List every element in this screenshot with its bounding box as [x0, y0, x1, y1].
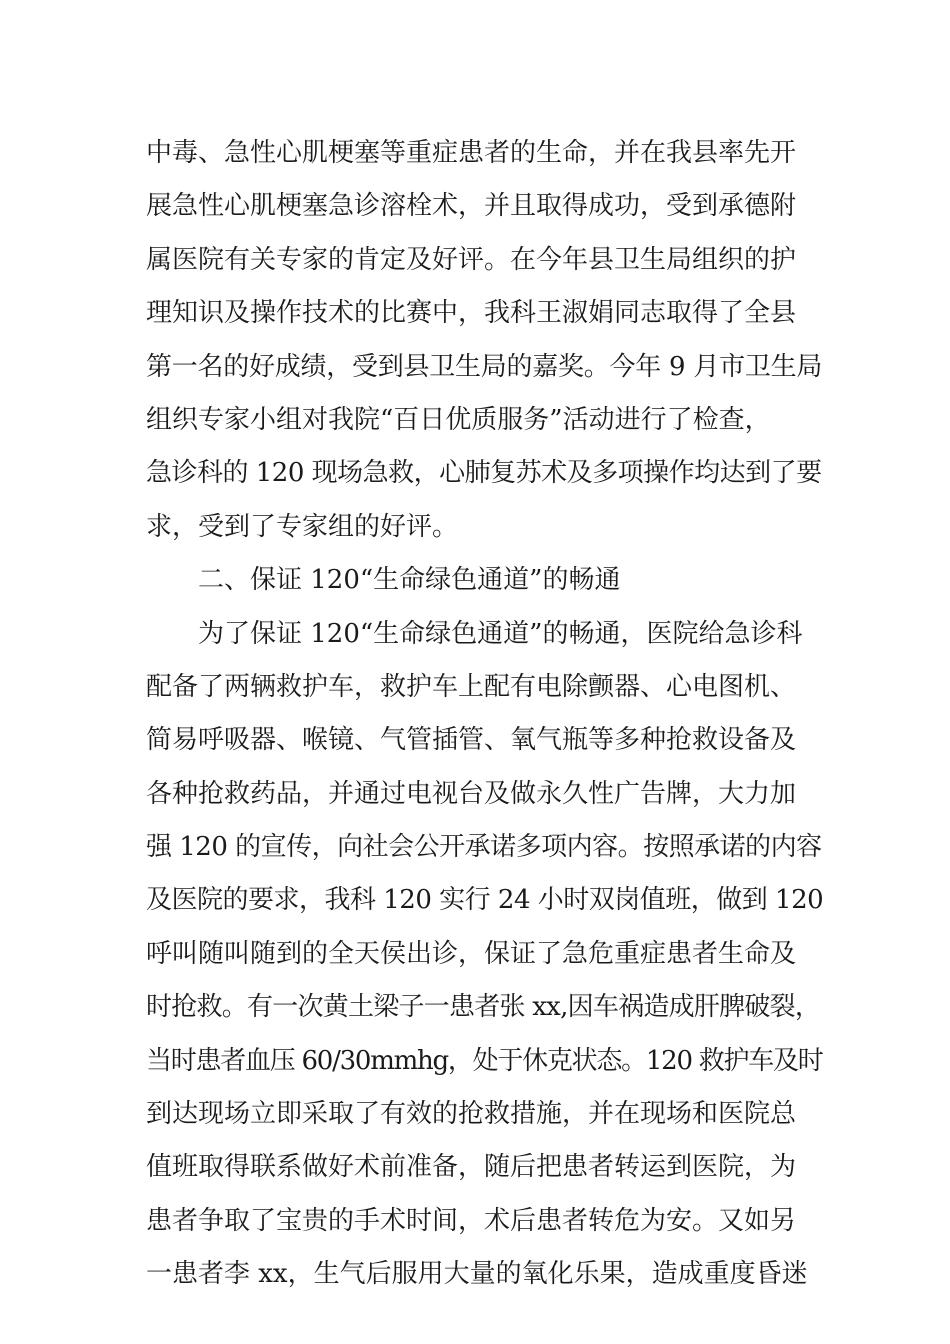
text-line: 求，受到了专家组的好评。: [146, 511, 459, 542]
text-line: 到达现场立即采取了有效的抢救措施，并在现场和医院总: [146, 1099, 797, 1130]
text-line: 配备了两辆救护车，救护车上配有电除颤器、心电图机、: [146, 671, 797, 702]
text-line: 值班取得联系做好术前准备，随后把患者转运到医院，为: [146, 1152, 797, 1183]
document-body: [146, 127, 826, 1302]
text-line: 及医院的要求，我科 120 实行 24 小时双岗值班，做到 120: [146, 885, 824, 916]
text-line: 简易呼吸器、喉镜、气管插管、氧气瓶等多种抢救设备及: [146, 725, 797, 756]
text-line: 第一名的好成绩，受到县卫生局的嘉奖。今年 9 月市卫生局: [146, 351, 823, 382]
text-line: 时抢救。有一次黄土梁子一患者张 xx,因车祸造成肝脾破裂，: [146, 992, 821, 1023]
text-line: 属医院有关专家的肯定及好评。在今年县卫生局组织的护: [146, 244, 797, 275]
text-line: 呼叫随叫随到的全天侯出诊，保证了急危重症患者生命及: [146, 938, 797, 969]
text-line: 一患者李 xx，生气后服用大量的氧化乐果，造成重度昏迷: [146, 1259, 808, 1290]
text-line: 强 120 的宣传，向社会公开承诺多项内容。按照承诺的内容: [146, 832, 822, 863]
paragraph-first-line: 为了保证 120“生命绿色通道”的畅通，医院给急诊科: [198, 618, 803, 649]
text-line: 组织专家小组对我院“百日优质服务”活动进行了检查，: [146, 404, 771, 435]
text-line: 急诊科的 120 现场急救，心肺复苏术及多项操作均达到了要: [146, 458, 822, 489]
text-line: 展急性心肌梗塞急诊溶栓术，并且取得成功，受到承德附: [146, 191, 797, 222]
text-line: 各种抢救药品，并通过电视台及做永久性广告牌，大力加: [146, 778, 797, 809]
text-line: 中毒、急性心肌梗塞等重症患者的生命，并在我县率先开: [146, 138, 797, 168]
paragraph-first-line: 二、保证 120“生命绿色通道”的畅通: [198, 565, 621, 596]
text-line: 理知识及操作技术的比赛中，我科王淑娟同志取得了全县: [146, 298, 797, 329]
text-line: 患者争取了宝贵的手术时间，术后患者转危为安。又如另: [146, 1205, 797, 1236]
text-line: 当时患者血压 60/30mmhg，处于休克状态。120 救护车及时: [146, 1045, 823, 1076]
